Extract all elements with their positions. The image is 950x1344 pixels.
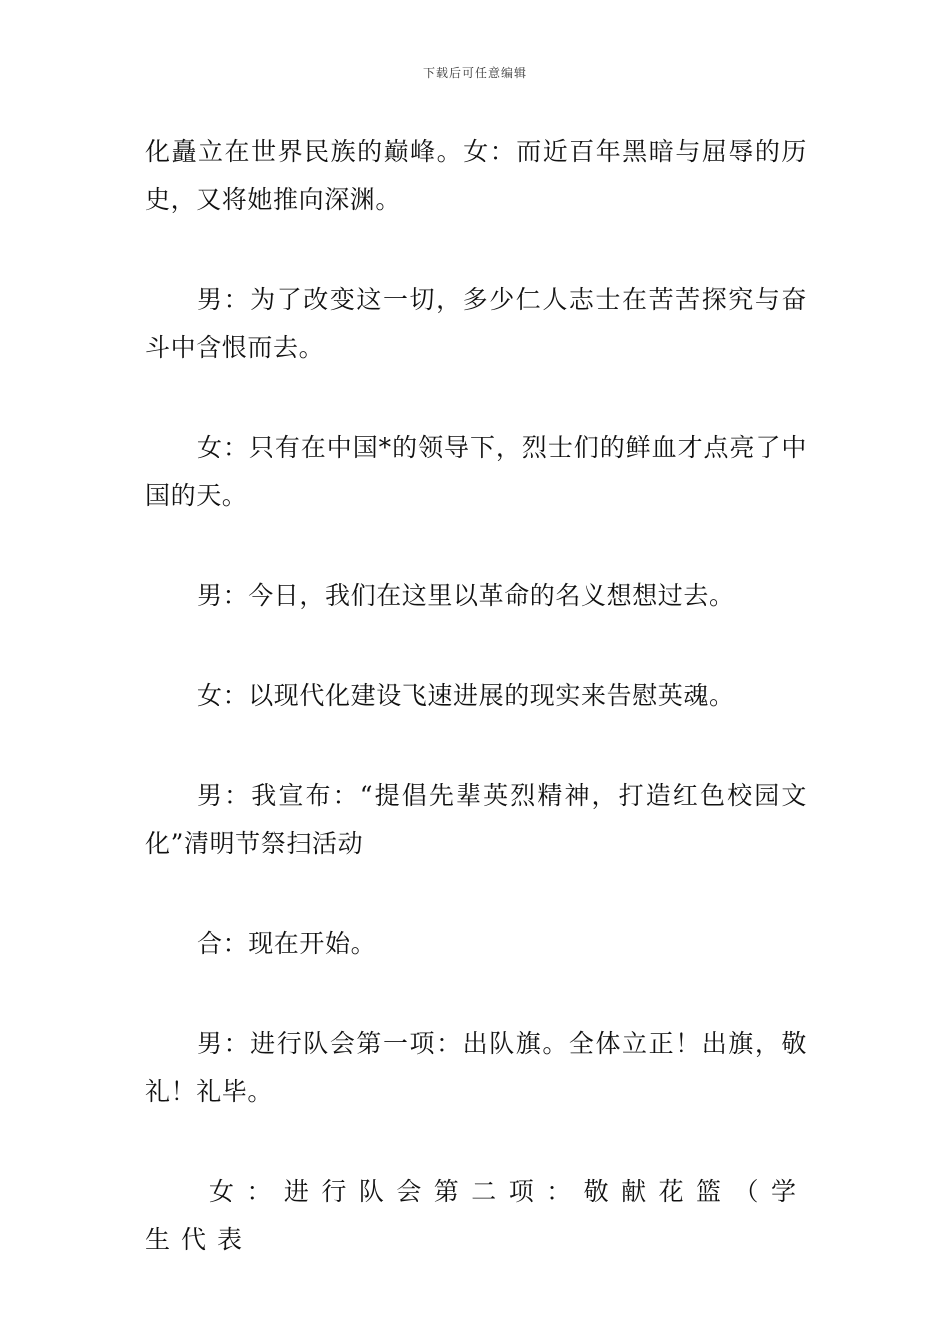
page-header: 下载后可任意编辑: [422, 66, 527, 80]
paragraph-4: 男：今日，我们在这里以革命的名义想想过去。: [197, 581, 735, 610]
paragraph-6: 男：我宣布：“提倡先辈英烈精神，打造红色校园文化”清明节祭扫活动: [145, 781, 807, 858]
paragraph-7: 合：现在开始。: [197, 929, 377, 958]
document-body: [145, 128, 807, 1316]
paragraph-3: 女：只有在中国*的领导下，烈士们的鲜血才点亮了中国的天。: [145, 433, 807, 510]
paragraph-1: 化矗立在世界民族的巅峰。女：而近百年黑暗与屈辱的历史，又将她推向深渊。: [145, 137, 807, 214]
paragraph-2: 男：为了改变这一切，多少仁人志士在苦苦探究与奋斗中含恨而去。: [145, 285, 807, 362]
paragraph-5: 女：以现代化建设飞速进展的现实来告慰英魂。: [197, 681, 735, 710]
paragraph-9: 女：进行队会第二项：敬献花篮（学生代表: [145, 1177, 807, 1254]
paragraph-8: 男：进行队会第一项：出队旗。全体立正！出旗，敬礼！礼毕。: [145, 1029, 807, 1106]
